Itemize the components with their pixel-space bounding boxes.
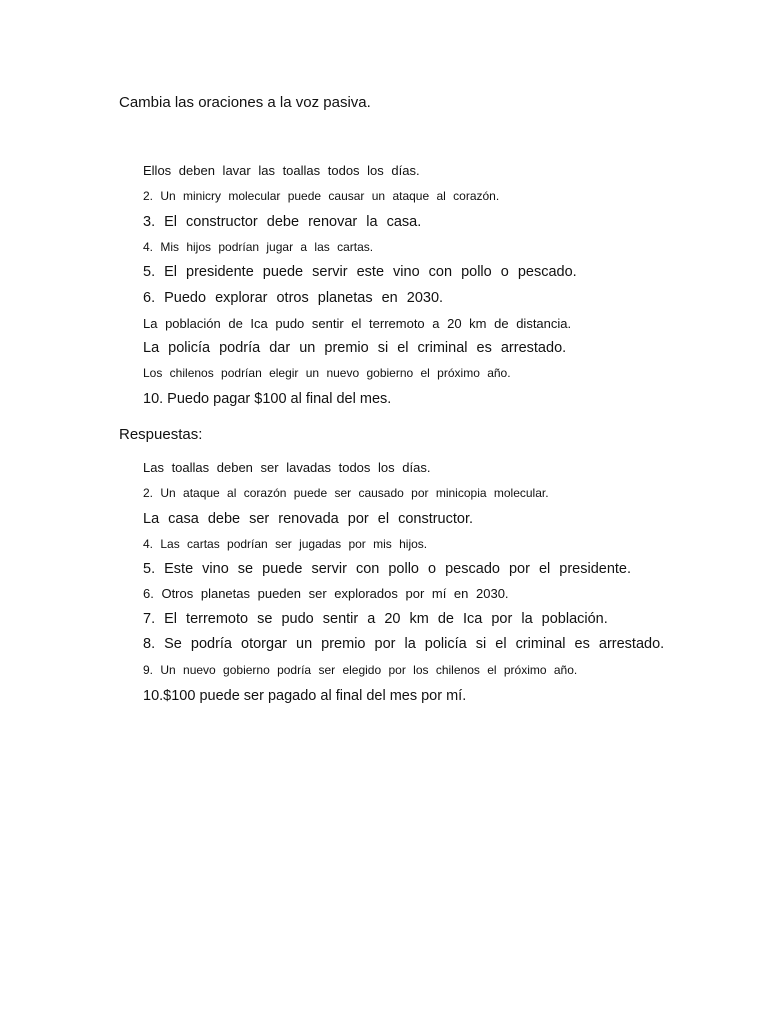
exercise-item: 3. El constructor debe renovar la casa. <box>143 214 422 230</box>
answers-heading: Respuestas: <box>119 426 203 443</box>
answer-item: 6. Otros planetas pueden ser explorados por mí en 2030. <box>143 586 509 601</box>
exercise-item: Ellos deben lavar las toallas todos los días. <box>143 163 420 178</box>
answer-item: 9. Un nuevo gobierno podría ser elegido por los chilenos el próximo año. <box>143 663 578 677</box>
answer-item: 4. Las cartas podrían ser jugadas por mis hijos. <box>143 537 428 551</box>
exercise-item: La policía podría dar un premio si el criminal es arrestado. <box>143 340 567 356</box>
answer-item: 7. El terremoto se pudo sentir a 20 km de Ica por la población. <box>143 611 608 627</box>
instructions-heading: Cambia las oraciones a la voz pasiva. <box>119 94 371 111</box>
answer-item: 5. Este vino se puede servir con pollo o pescado por el presidente. <box>143 561 632 577</box>
exercise-item: 4. Mis hijos podrían jugar a las cartas. <box>143 240 374 254</box>
exercise-item: 5. El presidente puede servir este vino con pollo o pescado. <box>143 264 577 280</box>
exercise-item: La población de Ica pudo sentir el terremoto a 20 km de distancia. <box>143 316 572 331</box>
answer-item: La casa debe ser renovada por el constructor. <box>143 511 474 527</box>
answer-item: 8. Se podría otorgar un premio por la policía si el criminal es arrestado. <box>143 636 665 652</box>
exercise-item: 6. Puedo explorar otros planetas en 2030. <box>143 290 444 306</box>
answer-item: Las toallas deben ser lavadas todos los días. <box>143 460 431 475</box>
answer-item: 2. Un ataque al corazón puede ser causado por minicopia molecular. <box>143 486 549 500</box>
exercise-item: 2. Un minicry molecular puede causar un ataque al corazón. <box>143 189 500 203</box>
exercise-item: 10. Puedo pagar $100 al final del mes. <box>143 391 392 407</box>
answer-item: 10.$100 puede ser pagado al final del mes por mí. <box>143 688 467 704</box>
exercise-item: Los chilenos podrían elegir un nuevo gobierno el próximo año. <box>143 366 511 380</box>
